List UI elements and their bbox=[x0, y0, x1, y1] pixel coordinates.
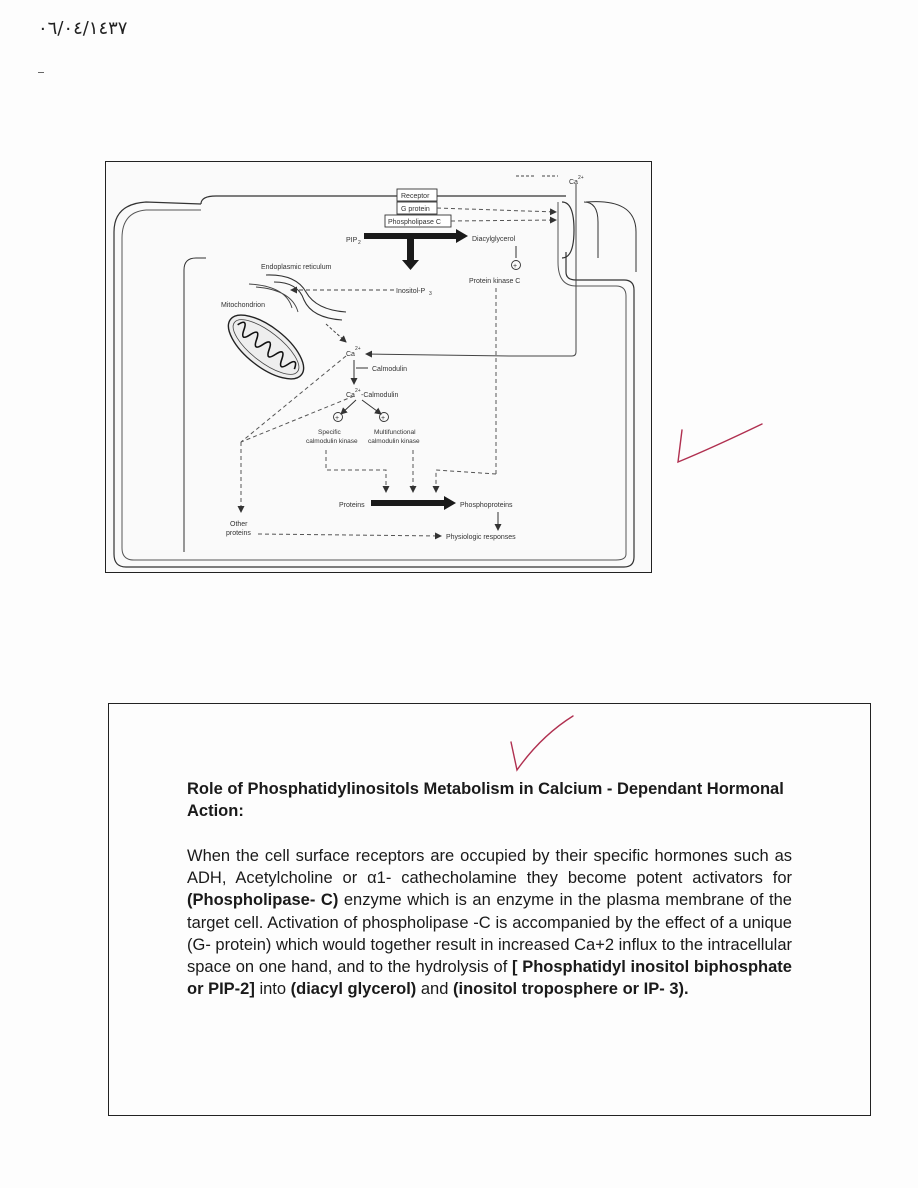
ca-calmodulin-rest: -Calmodulin bbox=[361, 392, 399, 399]
mitochondrion-label: Mitochondrion bbox=[221, 302, 265, 309]
inositol-p3-sub: 3 bbox=[429, 291, 432, 297]
ca-calmodulin-sup: 2+ bbox=[355, 388, 361, 394]
pip2-label: PIP bbox=[346, 237, 358, 244]
para-bold-2: [ Phosphatidyl inositol biphosphate or PIP-2] bbox=[187, 958, 792, 999]
diacylglycerol-label: Diacylglycerol bbox=[472, 236, 516, 243]
diagram-figure bbox=[105, 161, 652, 573]
text-section bbox=[108, 703, 871, 1116]
receptor-label: Receptor bbox=[401, 193, 430, 200]
specific-kinase-label-2: calmodulin kinase bbox=[306, 438, 358, 445]
check-mark-icon-2 bbox=[505, 714, 581, 774]
para-text-4: and bbox=[416, 980, 453, 999]
multifunctional-kinase-label-2: calmodulin kinase bbox=[368, 438, 420, 445]
specific-kinase-label-1: Specific bbox=[318, 429, 341, 436]
section-heading: Role of Phosphatidylinositols Metabolism in Calcium - Dependant Hormonal Action: bbox=[187, 780, 784, 820]
kinase-plus-sign-2: + bbox=[381, 415, 386, 422]
physiologic-responses-label: Physiologic responses bbox=[446, 534, 516, 541]
para-bold-3: (diacyl glycerol) bbox=[290, 980, 417, 999]
para-text-2: enzyme which is an enzyme in the plasma membrane of the target cell. Activation of phospholipase -C is accompanied by the effect of a unique (G- protein) which would together result in increased Ca+2 influx to the intracellular space on one hand, and to the hydrolysis of bbox=[187, 891, 792, 977]
phospholipase-label: Phospholipase C bbox=[388, 219, 441, 226]
cell-membrane bbox=[114, 196, 634, 567]
multifunctional-kinase-label-1: Multifunctional bbox=[374, 429, 416, 436]
protein-kinase-c-label: Protein kinase C bbox=[469, 278, 521, 285]
pathway-diagram-svg bbox=[106, 162, 651, 572]
check-mark-icon bbox=[672, 418, 768, 466]
endoplasmic-reticulum-label: Endoplasmic reticulum bbox=[261, 264, 332, 271]
cytosol-boundary bbox=[184, 258, 206, 552]
mitochondrion-shape bbox=[218, 304, 314, 391]
g-protein-label: G protein bbox=[401, 206, 430, 213]
other-proteins-label-1: Other bbox=[230, 521, 248, 528]
ca-calmodulin-label: Ca bbox=[346, 392, 355, 399]
phosphoproteins-label: Phosphoproteins bbox=[460, 502, 513, 509]
pkc-plus-sign: + bbox=[513, 263, 518, 270]
page-date: ٠٦/٠٤/١٤٣٧ bbox=[38, 18, 128, 39]
para-text-1: When the cell surface receptors are occupied by their specific hormones such as ADH, Acetylcholine or α1- cathecholamine they become potent activators for bbox=[187, 847, 792, 888]
calmodulin-label: Calmodulin bbox=[372, 366, 408, 373]
kinase-plus-sign-1: + bbox=[335, 415, 340, 422]
para-bold-1: (Phospholipase- C) bbox=[187, 891, 339, 910]
cell-membrane-inner bbox=[122, 202, 626, 560]
phosphorylation-arrow bbox=[371, 496, 456, 510]
para-text-3: into bbox=[254, 980, 291, 999]
ca-mid-label: Ca bbox=[346, 351, 355, 358]
ca-mid-sup: 2+ bbox=[355, 346, 361, 352]
ca-top-sup: 2+ bbox=[578, 175, 584, 181]
other-proteins-label-2: proteins bbox=[226, 530, 251, 537]
pip2-arrow bbox=[364, 229, 468, 243]
margin-mark bbox=[38, 72, 44, 73]
ip3-arrow bbox=[402, 239, 419, 270]
para-bold-4: (inositol troposphere or IP- 3). bbox=[452, 980, 689, 999]
inositol-p3-label: Inositol-P bbox=[396, 288, 426, 295]
ca-top-label: Ca bbox=[569, 179, 578, 186]
proteins-label: Proteins bbox=[339, 502, 365, 509]
pip2-sub: 2 bbox=[358, 240, 361, 246]
section-paragraph bbox=[187, 845, 792, 1000]
